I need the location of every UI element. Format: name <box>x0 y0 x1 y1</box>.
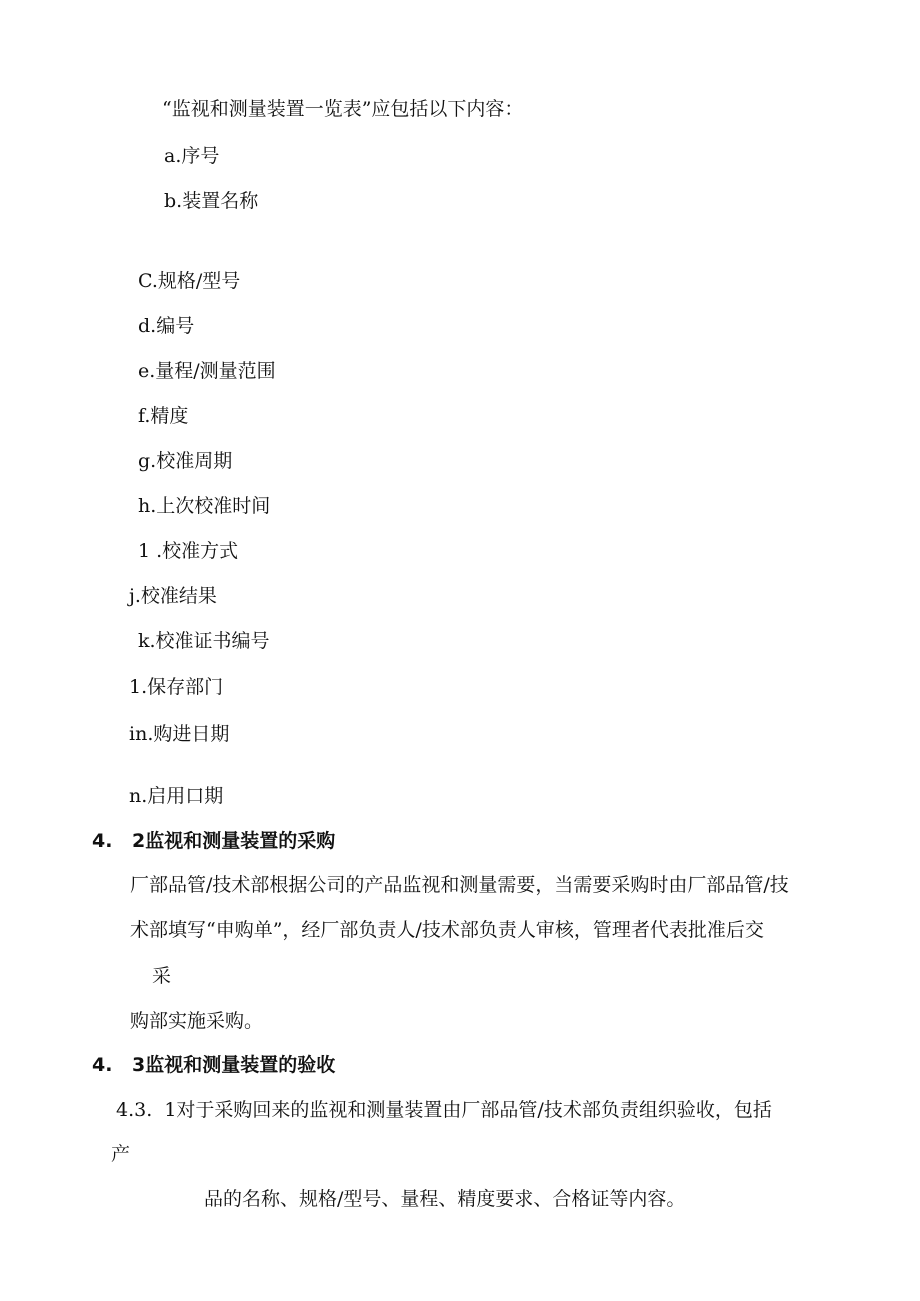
list-item-device-name: b.装置名称 <box>164 190 259 212</box>
section-number: 4. <box>92 830 113 852</box>
list-item-purchase-date: in.购进日期 <box>129 723 230 745</box>
paragraph-line: 采 <box>152 965 172 987</box>
paragraph-line: 产 <box>111 1143 131 1165</box>
paragraph-line: 厂部品管/技术部根据公司的产品监视和测量需要，当需要采购时由厂部品管/技 <box>130 874 789 896</box>
intro-text: “监视和测量装置一览表”应包括以下内容： <box>162 98 524 120</box>
section-heading-acceptance <box>92 1052 335 1078</box>
list-item-number: d.编号 <box>138 315 195 337</box>
paragraph-line: 4.3. 1对于采购回来的监视和测量装置由厂部品管/技术部负责组织验收，包括 <box>116 1099 772 1121</box>
list-item-certificate-number: k.校准证书编号 <box>138 630 270 652</box>
list-item-last-calibration: h.上次校准时间 <box>138 495 271 517</box>
list-item-calibration-cycle: g.校准周期 <box>138 450 233 472</box>
list-item-storage-dept: 1.保存部门 <box>129 676 224 698</box>
section-title: 2监视和测量装置的采购 <box>132 830 336 852</box>
section-title: 3监视和测量装置的验收 <box>132 1054 336 1076</box>
paragraph-line: 购部实施采购。 <box>130 1010 264 1032</box>
list-item-start-date: n.启用口期 <box>129 785 224 807</box>
paragraph-line: 术部填写“申购单”，经厂部负责人/技术部负责人审核，管理者代表批准后交 <box>130 919 764 941</box>
list-item-calibration-method: 1 .校准方式 <box>138 540 239 562</box>
list-item-calibration-result: j.校准结果 <box>129 585 217 607</box>
list-item-range: e.量程/测量范围 <box>138 360 276 382</box>
section-number: 4. <box>92 1054 113 1076</box>
section-heading-purchase <box>92 828 335 854</box>
list-item-accuracy: f.精度 <box>138 405 189 427</box>
list-item-serial: a.序号 <box>164 145 220 167</box>
list-item-spec-model: C.规格/型号 <box>138 270 241 292</box>
paragraph-line: 品的名称、规格/型号、量程、精度要求、合格证等内容。 <box>204 1188 686 1210</box>
